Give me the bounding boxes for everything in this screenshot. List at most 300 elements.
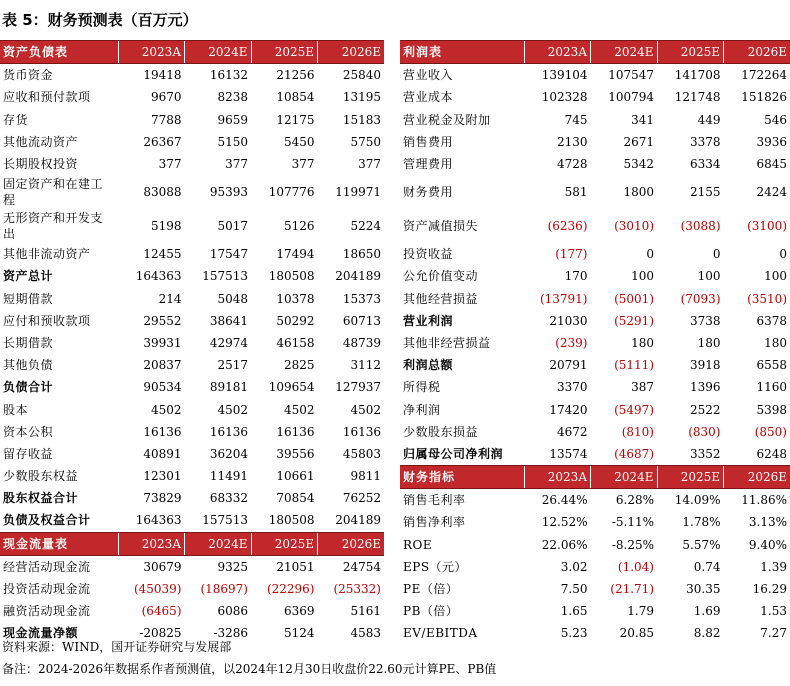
table-row (0, 354, 384, 376)
row-label: 所得税 (403, 380, 441, 395)
value-cell: 5048 (217, 291, 248, 306)
value-cell: 2155 (689, 185, 721, 200)
table-row (400, 534, 790, 556)
remark-note: 备注：2024-2026年数据系作者预测值，以2024年12月30日收盘价22.60元计算PE、PB值 (2, 662, 497, 676)
value-cell: 11491 (209, 469, 248, 484)
value-cell: 377 (291, 157, 315, 172)
table-row (0, 421, 384, 443)
value-cell: (810) (621, 424, 654, 439)
table-row (400, 332, 790, 354)
table-row (400, 622, 790, 644)
year-header: 2023A (524, 466, 591, 489)
value-cell: 3936 (756, 134, 787, 149)
row-label: 无形资产和开发支出 (3, 211, 104, 242)
value-cell: (6236) (547, 219, 588, 234)
year-header: 2024E (591, 466, 658, 489)
value-cell: (3510) (747, 291, 787, 306)
value-cell: 1.78% (682, 515, 721, 530)
value-cell: 2130 (556, 134, 588, 149)
row-label: 资产总计 (3, 269, 54, 284)
value-cell: 3352 (689, 446, 721, 461)
value-cell: 204189 (335, 513, 381, 528)
table-row (0, 86, 384, 108)
value-cell: 5126 (283, 219, 315, 234)
row-label: 股本 (3, 402, 29, 417)
row-label: 负债及权益合计 (3, 513, 91, 528)
value-cell: 3112 (350, 358, 381, 373)
value-cell: 25840 (342, 68, 381, 83)
value-cell: 2522 (689, 402, 721, 417)
value-cell: 0.74 (693, 559, 721, 574)
value-cell: 3378 (689, 134, 721, 149)
value-cell: (5291) (614, 313, 654, 328)
value-cell: 16136 (342, 424, 381, 439)
value-cell: 0 (712, 247, 721, 262)
value-cell: -3286 (213, 626, 248, 641)
value-cell: 21030 (549, 313, 588, 328)
row-label: EPS（元） (403, 559, 468, 574)
value-cell: 18650 (342, 247, 381, 262)
row-label: 其他流动资产 (3, 134, 79, 149)
table-row (400, 376, 790, 398)
value-cell: 20837 (143, 358, 182, 373)
table-row (400, 243, 790, 265)
value-cell: 10378 (276, 291, 315, 306)
table-row (0, 398, 384, 420)
row-label: 资本公积 (3, 424, 54, 439)
right-column (400, 40, 790, 645)
row-label: 固定资产和在建工程 (3, 177, 104, 208)
value-cell: 90534 (143, 380, 182, 395)
row-label: 其他非流动资产 (3, 247, 91, 262)
value-cell: 21256 (276, 68, 315, 83)
value-cell: 2424 (756, 185, 787, 200)
year-header: 2026E (318, 41, 385, 64)
value-cell: 13195 (342, 90, 381, 105)
table-row (0, 600, 384, 622)
row-label: 其他经营损益 (403, 291, 479, 306)
table-row (400, 288, 790, 310)
financial-ratios-table (400, 465, 790, 645)
balance-sheet-table (0, 40, 384, 532)
value-cell: 4502 (217, 402, 248, 417)
value-cell: 139104 (541, 68, 588, 83)
row-label: 留存收益 (3, 446, 54, 461)
value-cell: 17547 (209, 247, 248, 262)
value-cell: 50292 (276, 313, 315, 328)
value-cell: 3.02 (560, 559, 588, 574)
value-cell: -5.11% (611, 515, 654, 530)
row-label: 经营活动现金流 (3, 559, 91, 574)
value-cell: (3100) (747, 219, 787, 234)
row-label: EV/EBITDA (403, 626, 478, 641)
value-cell: (5111) (614, 358, 654, 373)
year-header: 2024E (185, 41, 252, 64)
table-row (0, 175, 384, 209)
table-row (0, 109, 384, 131)
year-header: 2024E (185, 532, 252, 555)
value-cell: 6845 (756, 157, 787, 172)
value-cell: 1396 (689, 380, 721, 395)
value-cell: (3010) (614, 219, 654, 234)
value-cell: 745 (564, 112, 588, 127)
table-header-row (400, 466, 790, 489)
value-cell: 1.69 (693, 604, 721, 619)
value-cell: 1.39 (760, 559, 787, 574)
table-row (0, 131, 384, 153)
value-cell: 1160 (756, 380, 787, 395)
row-label: 长期股权投资 (3, 157, 79, 172)
value-cell: (13791) (539, 291, 588, 306)
value-cell: 6369 (283, 604, 315, 619)
value-cell: 29552 (143, 313, 182, 328)
row-label: PE（倍） (403, 582, 459, 597)
year-header: 2024E (591, 41, 658, 64)
table-row (400, 153, 790, 175)
table-row (0, 578, 384, 600)
page-title: 表 5：财务预测表（百万元） (2, 11, 198, 29)
row-label: ROE (403, 537, 433, 552)
table-row (0, 443, 384, 465)
table-row (400, 310, 790, 332)
row-label: 货币资金 (3, 68, 54, 83)
row-label: 投资活动现金流 (3, 582, 91, 597)
value-cell: 10661 (276, 469, 315, 484)
value-cell: 180 (631, 335, 654, 350)
value-cell: 9811 (350, 469, 381, 484)
value-cell: 16136 (209, 424, 248, 439)
value-cell: 180508 (268, 269, 315, 284)
value-cell: 15373 (342, 291, 381, 306)
value-cell: (7093) (680, 291, 721, 306)
value-cell: 45803 (342, 446, 381, 461)
value-cell: 12175 (276, 112, 315, 127)
value-cell: 3.13% (748, 515, 787, 530)
table-row (400, 209, 790, 243)
value-cell: 5224 (350, 219, 381, 234)
value-cell: 39931 (143, 335, 182, 350)
value-cell: (5497) (614, 402, 654, 417)
row-label: 营业收入 (403, 68, 454, 83)
value-cell: 5398 (756, 402, 787, 417)
value-cell: 121748 (674, 90, 721, 105)
value-cell: 16.29 (752, 582, 787, 597)
table-row (0, 376, 384, 398)
table-row (400, 600, 790, 622)
value-cell: 164363 (135, 513, 182, 528)
row-label: 其他非经营损益 (403, 335, 491, 350)
value-cell: 180 (764, 335, 787, 350)
value-cell: 1.53 (760, 604, 787, 619)
row-label: 其他负债 (3, 358, 54, 373)
income-statement-table (400, 40, 790, 465)
value-cell: 9325 (217, 559, 248, 574)
table-row (400, 86, 790, 108)
value-cell: 95393 (209, 185, 248, 200)
year-header: 2026E (318, 532, 385, 555)
year-header: 2025E (657, 466, 724, 489)
value-cell: 100 (631, 269, 654, 284)
value-cell: 30679 (143, 559, 182, 574)
table-row (400, 489, 790, 512)
value-cell: 19418 (143, 68, 182, 83)
table-row (0, 209, 384, 243)
value-cell: 24754 (342, 559, 381, 574)
value-cell: 6378 (756, 313, 787, 328)
value-cell: (4687) (614, 446, 654, 461)
value-cell: 102328 (541, 90, 588, 105)
table-row (400, 578, 790, 600)
table-row (0, 465, 384, 487)
value-cell: 89181 (209, 380, 248, 395)
value-cell: 22.06% (541, 537, 588, 552)
table-row (0, 64, 384, 87)
value-cell: 581 (564, 185, 588, 200)
table-row (0, 555, 384, 578)
value-cell: (6465) (141, 604, 182, 619)
value-cell: 42974 (209, 335, 248, 350)
value-cell: 26.44% (541, 493, 588, 508)
value-cell: 5342 (623, 157, 654, 172)
value-cell: (21.71) (610, 582, 654, 597)
row-label: 公允价值变动 (403, 269, 479, 284)
value-cell: 119971 (335, 185, 381, 200)
value-cell: 164363 (135, 269, 182, 284)
value-cell: (22296) (266, 582, 315, 597)
value-cell: 46158 (276, 335, 315, 350)
value-cell: 13574 (549, 446, 588, 461)
value-cell: 170 (564, 269, 588, 284)
value-cell: 4502 (283, 402, 315, 417)
value-cell: 5450 (283, 134, 315, 149)
value-cell: 377 (158, 157, 182, 172)
row-label: 少数股东权益 (3, 469, 79, 484)
value-cell: 172264 (741, 68, 787, 83)
table-header-row (0, 41, 384, 64)
value-cell: 107547 (608, 68, 654, 83)
value-cell: 100 (764, 269, 787, 284)
year-header: 2025E (657, 41, 724, 64)
value-cell: 16136 (143, 424, 182, 439)
value-cell: 127937 (335, 380, 381, 395)
value-cell: 0 (646, 247, 654, 262)
table-row (400, 398, 790, 420)
table-row (400, 131, 790, 153)
value-cell: 387 (631, 380, 654, 395)
value-cell: 204189 (335, 269, 381, 284)
year-header: 2025E (251, 41, 318, 64)
value-cell: 38641 (209, 313, 248, 328)
row-label: 应付和预收款项 (3, 313, 91, 328)
value-cell: 449 (697, 112, 721, 127)
value-cell: 5124 (283, 626, 315, 641)
value-cell: 73829 (143, 491, 182, 506)
value-cell: -20825 (139, 626, 182, 641)
value-cell: 5198 (150, 219, 182, 234)
value-cell: 83088 (143, 185, 182, 200)
value-cell: 3918 (689, 358, 721, 373)
value-cell: (177) (555, 247, 588, 262)
value-cell: 39556 (276, 446, 315, 461)
table-row (400, 443, 790, 465)
row-label: 短期借款 (3, 291, 54, 306)
row-label: 投资收益 (403, 247, 454, 262)
value-cell: (1.04) (617, 559, 654, 574)
value-cell: 36204 (209, 446, 248, 461)
section-title: 利润表 (400, 41, 524, 64)
year-header: 2023A (118, 41, 185, 64)
section-title: 资产负债表 (0, 41, 118, 64)
value-cell: 16132 (209, 68, 248, 83)
year-header: 2026E (724, 466, 790, 489)
table-row (400, 175, 790, 209)
value-cell: 157513 (202, 513, 248, 528)
value-cell: 14.09% (674, 493, 721, 508)
year-header: 2025E (251, 532, 318, 555)
value-cell: 6248 (756, 446, 787, 461)
value-cell: 48739 (342, 335, 381, 350)
value-cell: 6086 (217, 604, 248, 619)
source-note: 资料来源：WIND，国开证券研究与发展部 (2, 640, 232, 654)
row-label: 营业税金及附加 (403, 112, 491, 127)
value-cell: 546 (764, 112, 787, 127)
row-label: 净利润 (403, 402, 441, 417)
table-row (400, 421, 790, 443)
value-cell: 7.50 (560, 582, 588, 597)
value-cell: 2517 (217, 358, 248, 373)
value-cell: 30.35 (686, 582, 721, 597)
value-cell: 26367 (143, 134, 182, 149)
value-cell: 5017 (217, 219, 248, 234)
table-row (400, 109, 790, 131)
year-header: 2023A (524, 41, 591, 64)
table-row (400, 265, 790, 287)
value-cell: 20791 (549, 358, 588, 373)
table-row (400, 64, 790, 87)
table-row (400, 556, 790, 578)
value-cell: 12301 (143, 469, 182, 484)
value-cell: 17494 (276, 247, 315, 262)
table-row (0, 265, 384, 287)
row-label: 归属母公司净利润 (403, 446, 504, 461)
table-row (0, 310, 384, 332)
value-cell: 4728 (556, 157, 588, 172)
value-cell: 151826 (741, 90, 787, 105)
value-cell: 9659 (217, 112, 248, 127)
value-cell: 8238 (217, 90, 248, 105)
table-row (0, 153, 384, 175)
cash-flow-table (0, 532, 384, 645)
value-cell: 2825 (283, 358, 315, 373)
table-header-row (400, 41, 790, 64)
value-cell: (18697) (200, 582, 248, 597)
value-cell: 109654 (268, 380, 315, 395)
value-cell: 5.57% (682, 537, 721, 552)
value-cell: 4502 (350, 402, 381, 417)
value-cell: 3738 (689, 313, 721, 328)
value-cell: 3370 (556, 380, 588, 395)
row-label: 现金流量净额 (3, 626, 79, 641)
row-label: 利润总额 (403, 358, 454, 373)
value-cell: 1.65 (560, 604, 588, 619)
value-cell: 7788 (150, 112, 182, 127)
row-label: 财务费用 (403, 185, 454, 200)
value-cell: 17420 (549, 402, 588, 417)
value-cell: 377 (225, 157, 248, 172)
value-cell: 9.40% (748, 537, 787, 552)
value-cell: 377 (358, 157, 381, 172)
row-label: 融资活动现金流 (3, 604, 91, 619)
row-label: 少数股东损益 (403, 424, 479, 439)
value-cell: 12455 (143, 247, 182, 262)
table-row (0, 243, 384, 265)
value-cell: (850) (754, 424, 787, 439)
value-cell: 6334 (689, 157, 721, 172)
value-cell: 214 (158, 291, 182, 306)
row-label: 管理费用 (403, 157, 454, 172)
value-cell: 11.86% (741, 493, 787, 508)
year-header: 2023A (118, 532, 185, 555)
value-cell: 6558 (756, 358, 787, 373)
value-cell: 5161 (350, 604, 381, 619)
section-title: 现金流量表 (0, 532, 118, 555)
row-label: 销售净利率 (403, 515, 466, 530)
value-cell: 1800 (623, 185, 654, 200)
value-cell: 1.79 (627, 604, 654, 619)
value-cell: 180508 (268, 513, 315, 528)
table-row (400, 511, 790, 533)
value-cell: 7.27 (760, 626, 787, 641)
table-row (400, 354, 790, 376)
value-cell: (5001) (614, 291, 654, 306)
value-cell: 100 (697, 269, 721, 284)
value-cell: -8.25% (611, 537, 654, 552)
value-cell: 16136 (276, 424, 315, 439)
value-cell: 12.52% (541, 515, 588, 530)
row-label: 营业利润 (403, 313, 454, 328)
row-label: 存货 (3, 112, 29, 127)
value-cell: 68332 (209, 491, 248, 506)
value-cell: (45039) (133, 582, 182, 597)
year-header: 2026E (724, 41, 790, 64)
value-cell: 100794 (608, 90, 654, 105)
row-label: PB（倍） (403, 604, 459, 619)
value-cell: 20.85 (619, 626, 654, 641)
row-label: 销售毛利率 (403, 493, 466, 508)
left-column (0, 40, 384, 645)
value-cell: 8.82 (693, 626, 721, 641)
value-cell: 2671 (623, 134, 654, 149)
value-cell: 5150 (217, 134, 248, 149)
value-cell: 5750 (350, 134, 381, 149)
value-cell: (3088) (680, 219, 721, 234)
value-cell: 107776 (268, 185, 315, 200)
value-cell: 70854 (276, 491, 315, 506)
value-cell: (830) (688, 424, 721, 439)
value-cell: (25332) (333, 582, 381, 597)
table-row (0, 288, 384, 310)
value-cell: 141708 (674, 68, 721, 83)
row-label: 长期借款 (3, 335, 54, 350)
row-label: 营业成本 (403, 90, 454, 105)
value-cell: 4502 (150, 402, 182, 417)
value-cell: 76252 (342, 491, 381, 506)
value-cell: 4583 (350, 626, 381, 641)
row-label: 销售费用 (403, 134, 454, 149)
value-cell: 5.23 (560, 626, 588, 641)
table-row (0, 487, 384, 509)
table-header-row (0, 532, 384, 555)
